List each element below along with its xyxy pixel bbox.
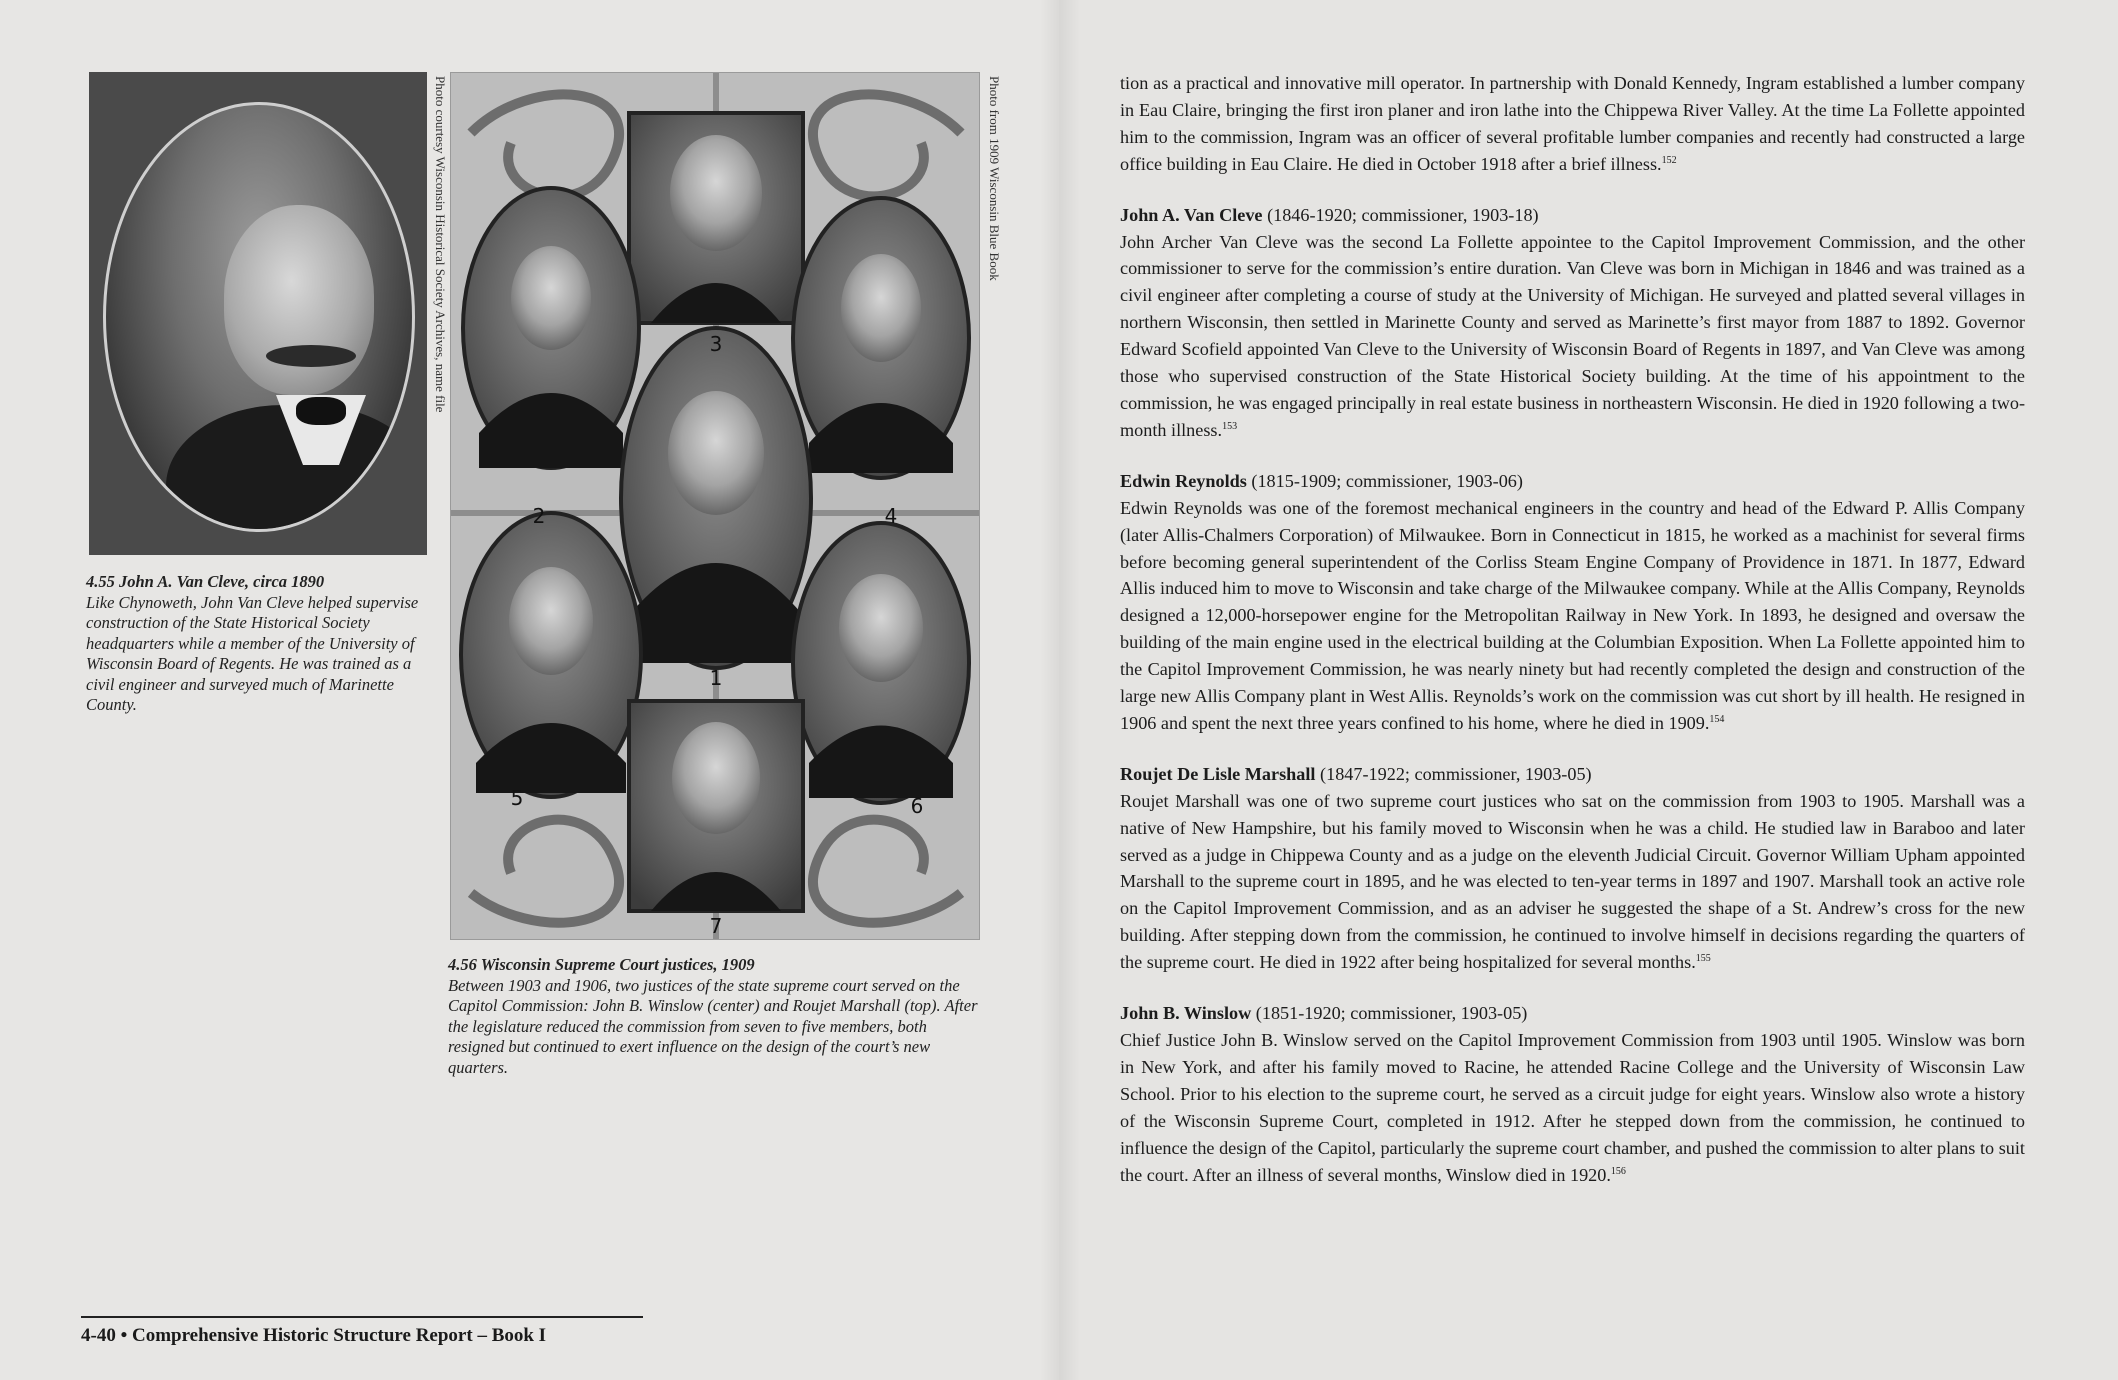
book-gutter: [1040, 0, 1080, 1380]
justice-number-3: 3: [709, 332, 723, 356]
footnote-ref: 154: [1709, 713, 1725, 725]
entry-heading: [1120, 468, 2025, 495]
justice-number-4: 4: [884, 504, 898, 528]
footer-rule: [81, 1316, 643, 1318]
entry-body: Edwin Reynolds was one of the foremost mechanical engineers in the country and head of the Edward P. Allis Company (later Allis-Chalmers Corporation) of Milwaukee. Born in Connecticut in 1815, he worked as a machinist for several firms before becoming general superintendent of the Corliss Steam Engine Company of Providence in 1871. In 1877, Edward Allis induced him to move to Wisconsin and take charge of the Milwaukee company. While at the Allis Company, Reynolds designed a 12,000-horsepower engine for the Metropolitan Railway in New York. In 1893, he designed and oversaw the building of the main engine used in the electrical building at the Columbian Exposition. When La Follette appointed him to the Capitol Improvement Commission, he was nearly ninety but had recently completed the design and construction of the large new Allis Company plant in West Allis. Reynolds’s work on the commission was cut short by ill health. He resigned in 1906 and spent the next three years confined to his home, where he died in 1909.$^{154}$: [1120, 497, 2025, 733]
justice-number-1: 1: [709, 666, 723, 690]
footnote-ref: 152: [1661, 154, 1677, 166]
photo-justices-collage: [450, 72, 980, 940]
entry-dates: (1846-1920; commissioner, 1903-18): [1262, 204, 1539, 225]
entry-marshall: [1120, 761, 2025, 976]
entry-body: John Archer Van Cleve was the second La Follette appointee to the Capitol Improvement Commission, and the other commissioner to serve for the commission’s entire duration. Van Cleve was born in Michigan in 1846 and was trained as a civil engineer after completing a course of study at the University of Michigan. He surveyed and platted several villages in northern Wisconsin, then settled in Marinette County and served as Marinette’s first mayor from 1887 to 1892. Governor Edward Scofield appointed Van Cleve to the University of Wisconsin Board of Regents in 1897, and Van Cleve was among those who supervised construction of the State Historical Society building. At the time of his appointment to the commission, he was engaged principally in real estate business in northeastern Wisconsin. He died in 1920 following a two-month illness.$^{153}$: [1120, 231, 2025, 440]
caption-456-body: Between 1903 and 1906, two justices of the state supreme court served on the Capitol Commission: John B. Winslow (center) and Roujet Marshall (top). After the legislature reduced the commission from seven to five members, both resigned but continued to exert influence on the design of the court’s new quarters.: [448, 975, 978, 1077]
entry-winslow: [1120, 1000, 2025, 1188]
caption-455-body: Like Chynoweth, John Van Cleve helped supervise construction of the State Historical Society headquarters while a member of the University of Wisconsin Board of Regents. He was trained as a civil engineer and surveyed much of Marinette County.: [86, 592, 419, 714]
caption-455: [86, 572, 421, 716]
entry-dates: (1815-1909; commissioner, 1903-06): [1246, 470, 1523, 491]
entry-name: John A. Van Cleve: [1120, 204, 1263, 225]
entry-dates: (1847-1922; commissioner, 1903-05): [1315, 763, 1592, 784]
caption-456-title: 4.56 Wisconsin Supreme Court justices, 1909: [448, 955, 755, 974]
right-page-text: [1120, 70, 2025, 1188]
entry-name: Roujet De Lisle Marshall: [1120, 763, 1316, 784]
portrait-bowtie: [296, 397, 346, 425]
justice-number-6: 6: [910, 794, 924, 818]
portrait-oval: [103, 102, 415, 532]
intro-paragraph: tion as a practical and innovative mill operator. In partnership with Donald Kennedy, Ingram established a lumber company in Eau Claire, bringing the first iron planer and iron lathe into the Chippewa River Valley. At the time La Follette appointed him to the commission, Ingram was an officer of several profitable lumber companies and recently had constructed a large office building in Eau Claire. He died in October 1918 after a brief illness.$^{152}$: [1120, 73, 2025, 174]
photo-credit-455: Photo courtesy Wisconsin Historical Society Archives, name file: [433, 76, 448, 413]
entry-heading: [1120, 1000, 2025, 1027]
page-footer: 4-40 • Comprehensive Historic Structure Report – Book I: [81, 1325, 547, 1346]
justice-number-7: 7: [709, 914, 723, 938]
footnote-ref: 156: [1610, 1165, 1626, 1177]
entry-reynolds: [1120, 468, 2025, 737]
footnote-ref: 155: [1695, 953, 1711, 965]
entry-name: Edwin Reynolds: [1120, 470, 1247, 491]
entry-dates: (1851-1920; commissioner, 1903-05): [1251, 1003, 1528, 1024]
entry-van-cleve: [1120, 202, 2025, 444]
entry-body: Chief Justice John B. Winslow served on the Capitol Improvement Commission from 1903 until 1905. Winslow was born in New York, and after his family moved to Racine, he attended Racine College and the University of Wisconsin Law School. Prior to his election to the supreme court, he served as a circuit judge for eight years. Winslow also wrote a history of the Wisconsin Supreme Court, completed in 1912. After he stepped down from the commission, he continued to influence the design of the Capitol, particularly the supreme court chamber, and pushed the commission to alter plans to suit the court. After an illness of several months, Winslow died in 1920.$^{156}$: [1120, 1030, 2025, 1185]
entry-heading: [1120, 202, 2025, 229]
photo-van-cleve: [89, 72, 427, 555]
caption-455-title: 4.55 John A. Van Cleve, circa 1890: [86, 572, 325, 591]
entry-heading: [1120, 761, 2025, 788]
footnote-ref: 153: [1222, 420, 1238, 432]
collage-art: [451, 73, 980, 940]
entry-name: John B. Winslow: [1120, 1003, 1252, 1024]
portrait-mustache: [266, 345, 356, 367]
justice-number-2: 2: [532, 504, 546, 528]
justice-number-5: 5: [510, 786, 524, 810]
photo-credit-456: Photo from 1909 Wisconsin Blue Book: [987, 76, 1002, 281]
caption-456: [448, 955, 983, 1078]
entry-body: Roujet Marshall was one of two supreme court justices who sat on the commission from 1903 to 1905. Marshall was a native of New Hampshire, but his family moved to Wisconsin when he was a child. He studied law in Baraboo and later served as a judge in Chippewa County and as a judge on the eleventh Judicial Circuit. Governor William Upham appointed Marshall to the supreme court in 1895, and he was elected to ten-year terms in 1897 and 1907. Marshall took an active role on the Capitol Improvement Commission, and as an adviser he suggested the shape of a St. Andrew’s cross for the new building. After stepping down from the commission, he continued to involve himself in decisions regarding the quarters of the supreme court. He died in 1922 after being hospitalized for several months.$^{155}$: [1120, 790, 2025, 973]
